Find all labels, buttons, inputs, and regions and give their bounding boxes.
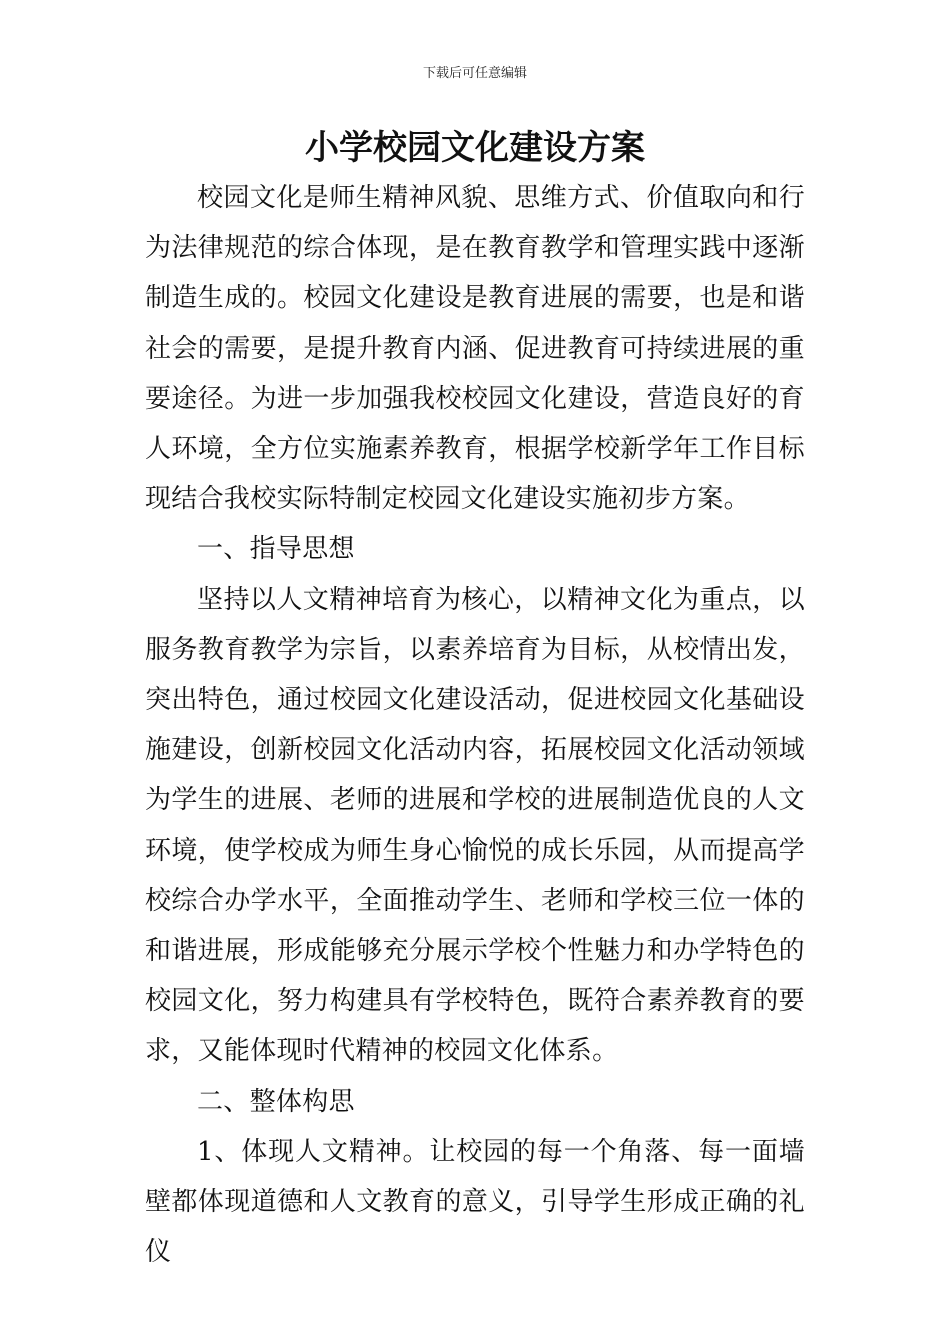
document-body bbox=[145, 173, 805, 1277]
intro-paragraph: 校园文化是师生精神风貌、思维方式、价值取向和行为法律规范的综合体现，是在教育教学和管理实践中逐渐制造生成的。校园文化建设是教育进展的需要，也是和谐社会的需要，是提升教育内涵、促进教育可持续进展的重要途径。为进一步加强我校校园文化建设，营造良好的育人环境，全方位实施素养教育，根据学校新学年工作目标现结合我校实际特制定校园文化建设实施初步方案。 bbox=[145, 183, 805, 515]
overall-concept-paragraph: 1、体现人文精神。让校园的每一个角落、每一面墙壁都体现道德和人文教育的意义，引导学生形成正确的礼仪 bbox=[145, 1136, 805, 1268]
guiding-ideology-paragraph: 坚持以人文精神培育为核心，以精神文化为重点，以服务教育教学为宗旨，以素养培育为目标，从校情出发，突出特色，通过校园文化建设活动，促进校园文化基础设施建设，创新校园文化活动内容，拓展校园文化活动领域为学生的进展、老师的进展和学校的进展制造优良的人文环境，使学校成为师生身心愉悦的成长乐园，从而提高学校综合办学水平，全面推动学生、老师和学校三位一体的和谐进展，形成能够充分展示学校个性魅力和办学特色的校园文化，努力构建具有学校特色，既符合素养教育的要求，又能体现时代精神的校园文化体系。 bbox=[145, 584, 805, 1067]
document-title: 小学校园文化建设方案 bbox=[305, 128, 645, 168]
section-heading-guiding-ideology: 一、指导思想 bbox=[197, 534, 355, 565]
section-heading-overall-concept: 二、整体构思 bbox=[197, 1086, 355, 1117]
header-note: 下载后可任意编辑 bbox=[422, 66, 527, 81]
